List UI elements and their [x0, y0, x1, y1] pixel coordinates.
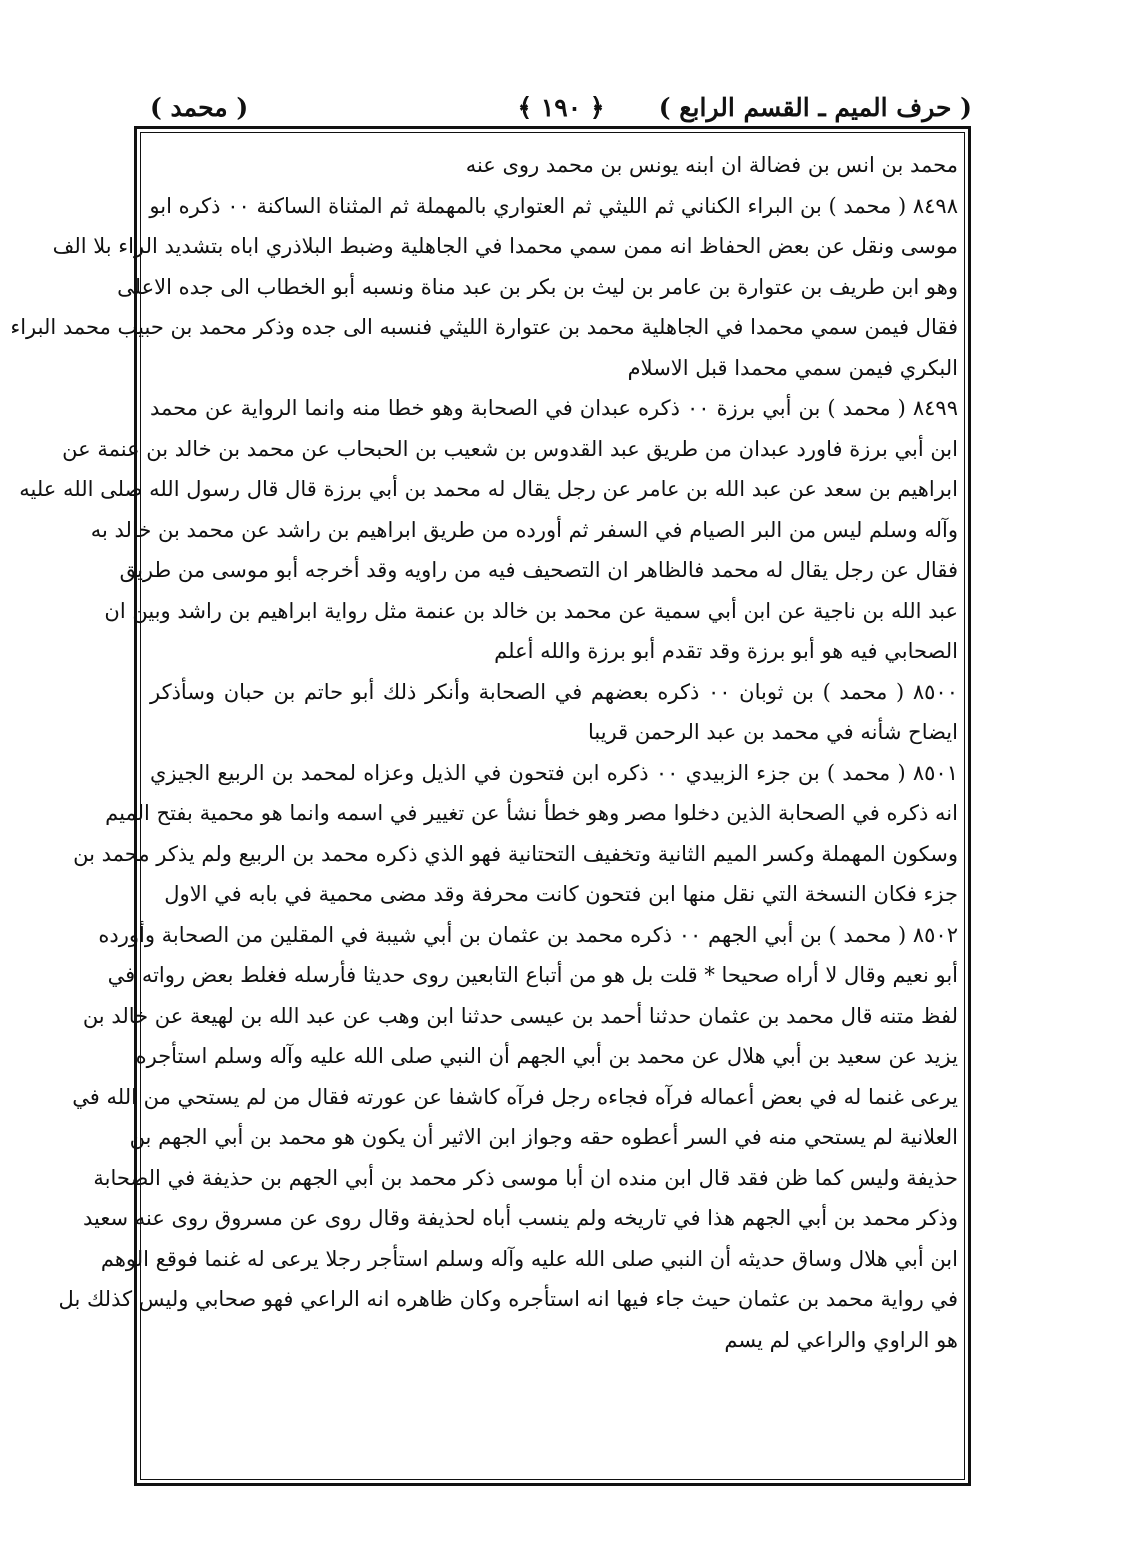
text-line: ابراهيم بن سعد عن عبد الله بن عامر عن رجل يقال له محمد بن أبي برزة قال قال رسول الله صلى الله عليه [19, 477, 958, 501]
text-line: ٨٥٠١ ( محمد ) بن جزء الزبيدي ٠٠ ذكره ابن فتحون في الذيل وعزاه لمحمد بن الربيع الجيزي [150, 760, 958, 785]
text-line: عبد الله بن ناجية عن ابن أبي سمية عن محمد بن خالد بن عنمة مثل رواية ابراهيم بن راشد وبين ان [104, 598, 958, 623]
text-line: ٨٤٩٨ ( محمد ) بن البراء الكناني ثم الليثي ثم العتواري بالمهملة ثم المثناة الساكنة ٠٠ ذكره ابو [149, 193, 958, 218]
text-line: ٨٤٩٩ ( محمد ) بن أبي برزة ٠٠ ذكره عبدان في الصحابة وهو خطا منه وانما الرواية عن محمد [150, 396, 958, 420]
text-line: موسى ونقل عن بعض الحفاظ انه ممن سمي محمدا في الجاهلية وضبط البلاذري اباه بتشديد الراء بلا الف [52, 234, 958, 258]
text-line: ايضاح شأنه في محمد بن عبد الرحمن قريبا [587, 720, 958, 744]
text-line: يرعى غنما له في بعض أعماله فرآه فجاءه رجل فرآه كاشفا عن عورته فقال من لم يستحي من الله في [72, 1084, 958, 1109]
text-line: محمد بن انس بن فضالة ان ابنه يونس بن محمد روى عنه [465, 153, 958, 177]
page-header [150, 88, 972, 128]
text-line: يزيد عن سعيد بن أبي هلال عن محمد بن أبي الجهم أن النبي صلى الله عليه وآله وسلم استأجره [135, 1044, 958, 1068]
text-line: الصحابي فيه هو أبو برزة وقد تقدم أبو برزة والله أعلم [494, 639, 958, 663]
text-line: هو الراوي والراعي لم يسم [724, 1327, 958, 1352]
text-line: جزء فكان النسخة التي نقل منها ابن فتحون كانت محرفة وقد مضى محمية في بابه في الاول [164, 882, 958, 906]
text-line: فقال عن رجل يقال له محمد فالظاهر ان التصحيف فيه من راويه وقد أخرجه أبو موسى من طريق [119, 558, 958, 582]
text-line: انه ذكره في الصحابة الذين دخلوا مصر وهو خطأ نشأ عن تغيير في اسمه وانما هو محمية بفتح الميم [105, 801, 958, 825]
running-name: ( محمد ) [150, 93, 249, 122]
text-line: وسكون المهملة وكسر الميم الثانية وتخفيف التحتانية فهو الذي ذكره محمد بن الربيع ولم يذكر محمد بن [73, 841, 958, 866]
text-line: ابن أبي هلال وساق حديثه أن النبي صلى الله عليه وآله وسلم استأجر رجلا يرعى له غنما فوقع الوهم [100, 1246, 958, 1271]
text-line: أبو نعيم وقال لا أراه صحيحا * قلت بل هو من أتباع التابعين روى حديثا فأرسله فغلط بعض رواته في [107, 963, 958, 987]
text-line: وذكر محمد بن أبي الجهم هذا في تاريخه ولم ينسب أباه لحذيفة وقال روى عن مسروق روى عنه سعيد [82, 1206, 958, 1230]
text-line: لفظ متنه قال محمد بن عثمان حدثنا أحمد بن عيسى حدثنا ابن وهب عن عبد الله بن لهيعة عن خالد بن [82, 1003, 958, 1028]
text-line: ابن أبي برزة فاورد عبدان من طريق عبد القدوس بن شعيب بن الحبحاب عن محمد بن خالد بن عنمة عن [62, 436, 958, 461]
text-line: ٨٥٠٠ ( محمد ) بن ثوبان ٠٠ ذكره بعضهم في الصحابة وأنكر ذلك أبو حاتم بن حبان وسأذكر [150, 679, 958, 704]
text-line: فقال فيمن سمي محمدا في الجاهلية محمد بن عتوارة الليثي فنسبه الى جده وذكر محمد بن حبيب محمد البراء [10, 315, 958, 339]
text-line: البكري فيمن سمي محمدا قبل الاسلام [627, 355, 958, 380]
text-line: حذيفة وليس كما ظن فقد قال ابن منده ان أبا موسى ذكر محمد بن أبي الجهم بن حذيفة في الصحابة [93, 1165, 958, 1190]
text-line: وآله وسلم ليس من البر الصيام في السفر ثم أورده من طريق ابراهيم بن راشد عن محمد بن خالد به [90, 517, 958, 542]
text-line: العلانية لم يستحي منه في السر أعطوه حقه وجواز ابن الاثير أن يكون هو محمد بن أبي الجهم بن [129, 1125, 958, 1149]
section-title: ( حرف الميم ـ القسم الرابع ) [658, 93, 972, 122]
text-line: في رواية محمد بن عثمان حيث جاء فيها انه استأجره وكان ظاهره انه الراعي فهو صحابي وليس كذلك بل [58, 1287, 958, 1311]
text-line: وهو ابن طريف بن عتوارة بن عامر بن ليث بن بكر بن عبد مناة ونسبه أبو الخطاب الى جده الاعلى [117, 274, 958, 299]
page-number: ﴿ ١٩٠ ﴾ [517, 93, 605, 122]
body-text [10, 145, 958, 1360]
text-line: ٨٥٠٢ ( محمد ) بن أبي الجهم ٠٠ ذكره محمد بن عثمان بن أبي شيبة في المقلين من الصحابة وأورده [98, 922, 958, 947]
